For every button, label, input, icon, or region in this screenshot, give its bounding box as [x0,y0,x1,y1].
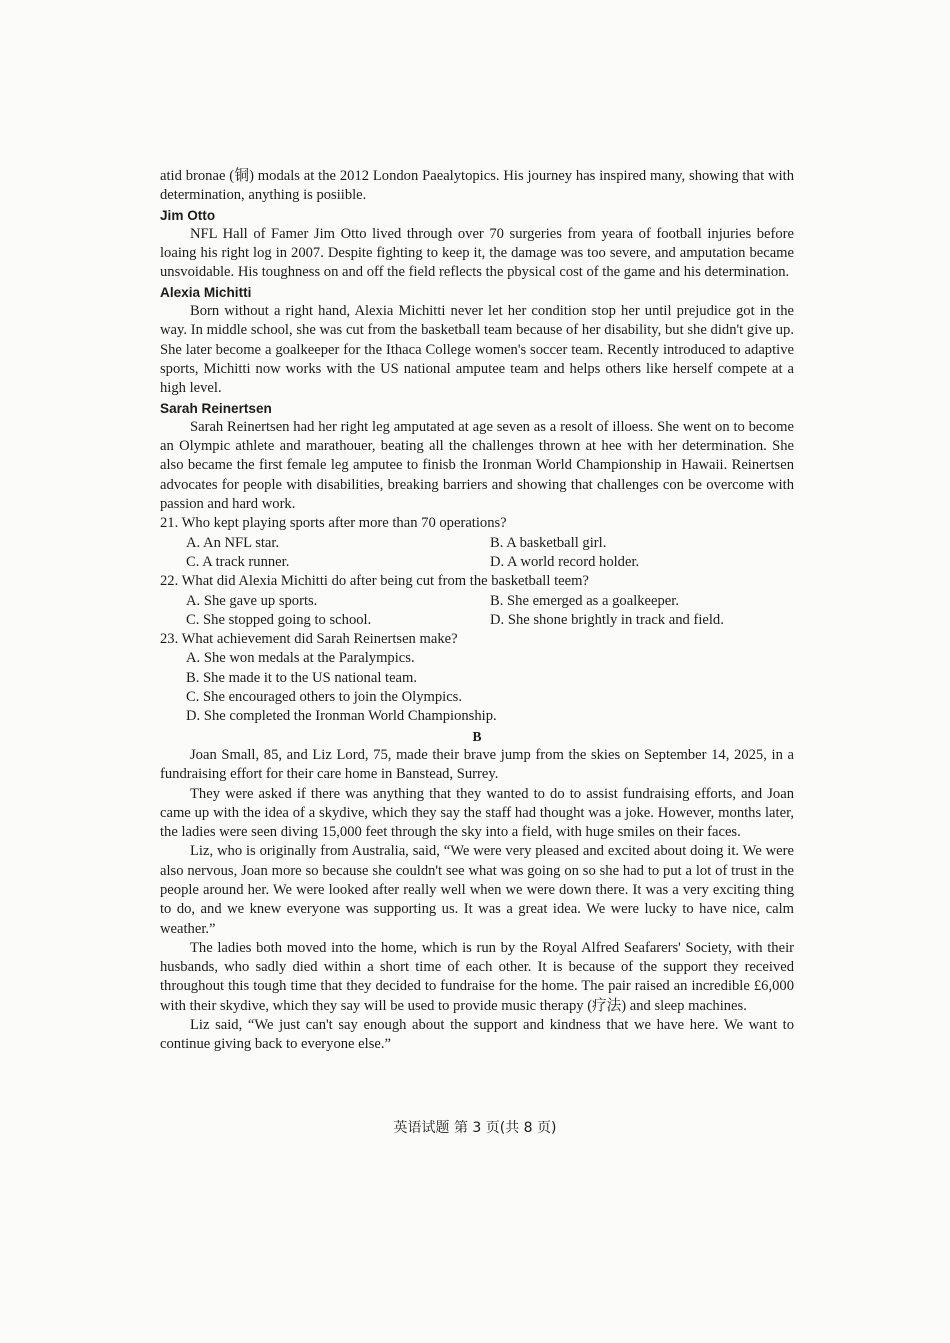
profile-text: Sarah Reinertsen had her right leg amputated at age seven as a resolt of illoess. She went on to become an Olympic athlete and marathouer, beating all the challenges thrown at hee with her determination. She also became the first female leg amputee to finisb the Ironman World Championship in Hawaii. Reinertsen advocates for people with disabilities, breaking barriers and showing that challenges con be overcome with passion and hard work. [160,418,794,513]
option-c: C. A track runner. [186,553,290,570]
section-label-b: B [472,728,482,744]
passage-b-paragraph: Joan Small, 85, and Liz Lord, 75, made their brave jump from the skies on September 14, 2025, in a fundraising effort for their care home in Banstead, Surrey. [160,746,794,783]
option-list [160,592,794,631]
option-d: D. A world record holder. [490,553,640,570]
profile-sarah-reinertsen [160,399,794,515]
option-b: B. She made it to the US national team. [186,669,418,686]
profile-jim-otto [160,206,794,283]
option-c: C. She encouraged others to join the Olympics. [186,689,463,706]
question-23 [160,630,794,726]
passage-a-intro: atid bronae (铜) modals at the 2012 London Paealytopics. His journey has inspired many, showing that with determination, anything is posiible. [160,168,794,204]
option-list [160,649,794,726]
option-list [160,534,794,573]
question-21 [160,514,794,572]
option-a: A. She gave up sports. [186,592,318,609]
option-d: D. She shone brightly in track and field. [490,611,724,628]
page-content [160,167,794,1055]
page-footer: 英语试题 第 3 页(共 8 页) [393,1120,557,1136]
profile-heading: Alexia Michitti [160,284,252,300]
profile-heading: Sarah Reinertsen [160,400,272,416]
question-22 [160,572,794,630]
question-stem: 23. What achievement did Sarah Reinertsen make? [160,631,458,648]
profile-alexia-michitti [160,283,794,399]
profile-heading: Jim Otto [160,207,216,223]
option-a: A. An NFL star. [186,534,280,551]
profile-text: Born without a right hand, Alexia Michitti never let her condition stop her until prejudice got in the way. In middle school, she was cut from the basketball team because of her disability, but she didn't give up. She later become a goalkeeper for the Ithaca College women's soccer team. Recently introduced to adaptive sports, Michitti now works with the US national amputee team and helps others like herself compete at a high level. [160,303,794,397]
option-c: C. She stopped going to school. [186,611,372,628]
passage-b-paragraph: Liz, who is originally from Australia, said, “We were very pleased and excited about doing it. We were also nervous, Joan more so because she couldn't see what was going on so she had to put a lot of trust in the people around her. We were looked after really well when we were down there. It was a very exciting thing to do, and we knew everyone was supporting us. It was a great idea. We were lucky to have nice, calm weather.” [160,843,794,937]
profile-text: NFL Hall of Famer Jim Otto lived through over 70 surgeries from yeara of football injuries before loaing his right log in 2007. Despite fighting to keep it, the damage was too severe, and amputation became unsvoidable. His toughness on and off the field reflects the pbysical cost of the game and his determination. [160,225,794,281]
option-d: D. She completed the Ironman World Championship. [186,708,497,725]
passage-b-paragraph: They were asked if there was anything that they wanted to do to assist fundraising efforts, and Joan came up with the idea of a skydive, which they say the staff had thought was a joke. However, months later, the ladies were seen diving 15,000 feet through the sky into a field, with huge smiles on their faces. [160,785,794,841]
option-a: A. She won medals at the Paralympics. [186,650,415,667]
question-stem: 21. Who kept playing sports after more than 70 operations? [160,515,507,532]
passage-b-paragraph: Liz said, “We just can't say enough about the support and kindness that we have here. We want to continue giving back to everyone else.” [160,1017,794,1053]
option-b: B. A basketball girl. [490,534,607,551]
passage-b [160,746,794,1055]
option-b: B. She emerged as a goalkeeper. [490,592,679,609]
passage-b-paragraph: The ladies both moved into the home, which is run by the Royal Alfred Seafarers' Society, with their husbands, who sadly died within a short time of each other. It is because of the support they received throughout this tough time that they decided to fundraise for the home. The pair raised an incredible £6,000 with their skydive, which they say will be used to provide music therapy (疗法) and sleep machines. [160,939,794,1014]
question-stem: 22. What did Alexia Michitti do after being cut from the basketball teem? [160,573,589,590]
